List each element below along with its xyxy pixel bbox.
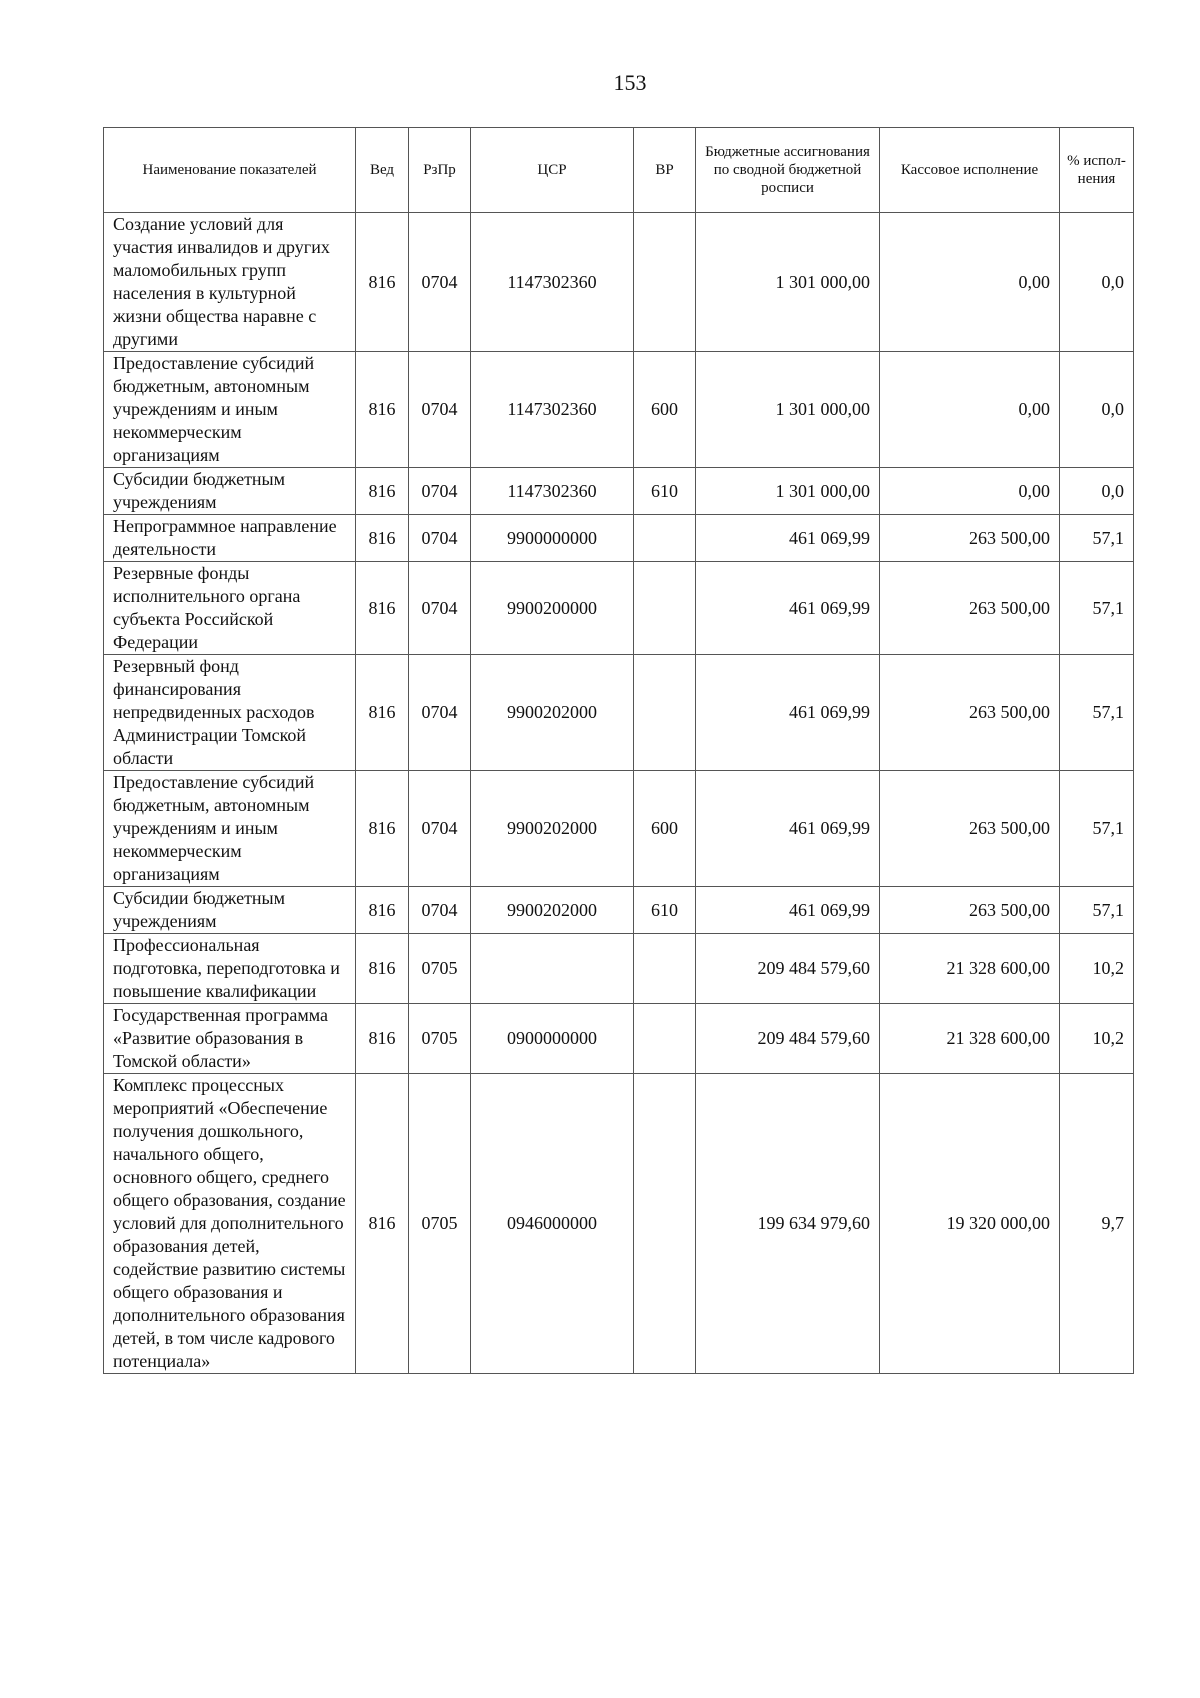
row-percent: 9,7: [1060, 1074, 1134, 1374]
row-rzpr: 0704: [409, 213, 471, 352]
table-row: [104, 934, 1134, 1004]
row-cash: 19 320 000,00: [880, 1074, 1060, 1374]
row-vr: [634, 562, 696, 655]
row-vr: 610: [634, 887, 696, 934]
row-name: Резервный фонд финансирования непредвиденных расходов Администрации Томской области: [104, 655, 356, 771]
table-row: [104, 1074, 1134, 1374]
row-percent: 57,1: [1060, 515, 1134, 562]
row-percent: 57,1: [1060, 887, 1134, 934]
row-budget: 1 301 000,00: [696, 213, 880, 352]
row-cash: 263 500,00: [880, 887, 1060, 934]
table-row: [104, 655, 1134, 771]
row-ved: 816: [356, 771, 409, 887]
row-budget: 209 484 579,60: [696, 934, 880, 1004]
table-row: [104, 887, 1134, 934]
row-cash: 263 500,00: [880, 515, 1060, 562]
row-percent: 10,2: [1060, 1004, 1134, 1074]
row-budget: 461 069,99: [696, 887, 880, 934]
row-budget: 1 301 000,00: [696, 352, 880, 468]
row-name: Предоставление субсидий бюджетным, автономным учреждениям и иным некоммерческим организациям: [104, 771, 356, 887]
table-row: [104, 213, 1134, 352]
row-name: Резервные фонды исполнительного органа субъекта Российской Федерации: [104, 562, 356, 655]
row-ved: 816: [356, 213, 409, 352]
row-name: Субсидии бюджетным учреждениям: [104, 468, 356, 515]
row-rzpr: 0705: [409, 934, 471, 1004]
row-rzpr: 0704: [409, 655, 471, 771]
row-percent: 10,2: [1060, 934, 1134, 1004]
table-row: [104, 515, 1134, 562]
row-csr: 9900202000: [471, 771, 634, 887]
row-rzpr: 0705: [409, 1004, 471, 1074]
row-ved: 816: [356, 352, 409, 468]
row-cash: 0,00: [880, 213, 1060, 352]
row-percent: 0,0: [1060, 213, 1134, 352]
row-csr: 9900200000: [471, 562, 634, 655]
row-ved: 816: [356, 655, 409, 771]
row-name: Государственная программа «Развитие образования в Томской области»: [104, 1004, 356, 1074]
row-ved: 816: [356, 934, 409, 1004]
row-rzpr: 0704: [409, 352, 471, 468]
row-vr: [634, 1074, 696, 1374]
row-rzpr: 0704: [409, 562, 471, 655]
row-budget: 461 069,99: [696, 771, 880, 887]
row-csr: 1147302360: [471, 468, 634, 515]
row-ved: 816: [356, 562, 409, 655]
table-row: [104, 771, 1134, 887]
row-csr: [471, 934, 634, 1004]
row-csr: 9900202000: [471, 887, 634, 934]
header-name: Наименование показателей: [104, 128, 356, 213]
header-ved: Вед: [356, 128, 409, 213]
row-ved: 816: [356, 887, 409, 934]
budget-execution-table: [103, 127, 1134, 1374]
row-budget: 209 484 579,60: [696, 1004, 880, 1074]
row-cash: 21 328 600,00: [880, 1004, 1060, 1074]
table-row: [104, 562, 1134, 655]
row-csr: 1147302360: [471, 213, 634, 352]
row-cash: 263 500,00: [880, 771, 1060, 887]
row-csr: 0946000000: [471, 1074, 634, 1374]
row-cash: 21 328 600,00: [880, 934, 1060, 1004]
page-number: 153: [613, 70, 647, 95]
row-cash: 0,00: [880, 468, 1060, 515]
header-cash: Кассовое исполнение: [880, 128, 1060, 213]
header-budget: Бюджетные ассигнования по сводной бюджетной росписи: [696, 128, 880, 213]
row-vr: [634, 655, 696, 771]
row-name: Профессиональная подготовка, переподготовка и повышение квалификации: [104, 934, 356, 1004]
table-header-row: [104, 128, 1134, 213]
header-vr: ВР: [634, 128, 696, 213]
row-rzpr: 0705: [409, 1074, 471, 1374]
row-vr: [634, 934, 696, 1004]
row-rzpr: 0704: [409, 468, 471, 515]
row-ved: 816: [356, 1004, 409, 1074]
row-vr: [634, 213, 696, 352]
row-ved: 816: [356, 1074, 409, 1374]
row-cash: 263 500,00: [880, 562, 1060, 655]
row-budget: 1 301 000,00: [696, 468, 880, 515]
row-vr: [634, 515, 696, 562]
row-name: Предоставление субсидий бюджетным, автономным учреждениям и иным некоммерческим организациям: [104, 352, 356, 468]
header-rzpr: РзПр: [409, 128, 471, 213]
row-percent: 57,1: [1060, 655, 1134, 771]
table-row: [104, 352, 1134, 468]
row-rzpr: 0704: [409, 887, 471, 934]
row-csr: 0900000000: [471, 1004, 634, 1074]
row-name: Создание условий для участия инвалидов и других маломобильных групп населения в культурной жизни общества наравне с другими: [104, 213, 356, 352]
row-percent: 57,1: [1060, 771, 1134, 887]
row-budget: 461 069,99: [696, 655, 880, 771]
row-name: Субсидии бюджетным учреждениям: [104, 887, 356, 934]
row-budget: 199 634 979,60: [696, 1074, 880, 1374]
row-vr: 600: [634, 771, 696, 887]
row-vr: [634, 1004, 696, 1074]
table-row: [104, 1004, 1134, 1074]
row-rzpr: 0704: [409, 771, 471, 887]
row-rzpr: 0704: [409, 515, 471, 562]
row-cash: 263 500,00: [880, 655, 1060, 771]
row-csr: 9900202000: [471, 655, 634, 771]
row-cash: 0,00: [880, 352, 1060, 468]
row-budget: 461 069,99: [696, 562, 880, 655]
table-row: [104, 468, 1134, 515]
row-csr: 1147302360: [471, 352, 634, 468]
row-vr: 600: [634, 352, 696, 468]
header-csr: ЦСР: [471, 128, 634, 213]
row-name: Комплекс процессных мероприятий «Обеспечение получения дошкольного, начального общего, основного общего, среднего общего образования, создание условий для дополнительного образования детей, содействие развитию системы общего образования и дополнительного образования детей, в том числе кадрового потенциала»: [104, 1074, 356, 1374]
row-ved: 816: [356, 515, 409, 562]
row-percent: 0,0: [1060, 468, 1134, 515]
row-percent: 0,0: [1060, 352, 1134, 468]
row-percent: 57,1: [1060, 562, 1134, 655]
row-ved: 816: [356, 468, 409, 515]
row-csr: 9900000000: [471, 515, 634, 562]
row-vr: 610: [634, 468, 696, 515]
row-budget: 461 069,99: [696, 515, 880, 562]
header-percent: % испол-нения: [1060, 128, 1134, 213]
row-name: Непрограммное направление деятельности: [104, 515, 356, 562]
